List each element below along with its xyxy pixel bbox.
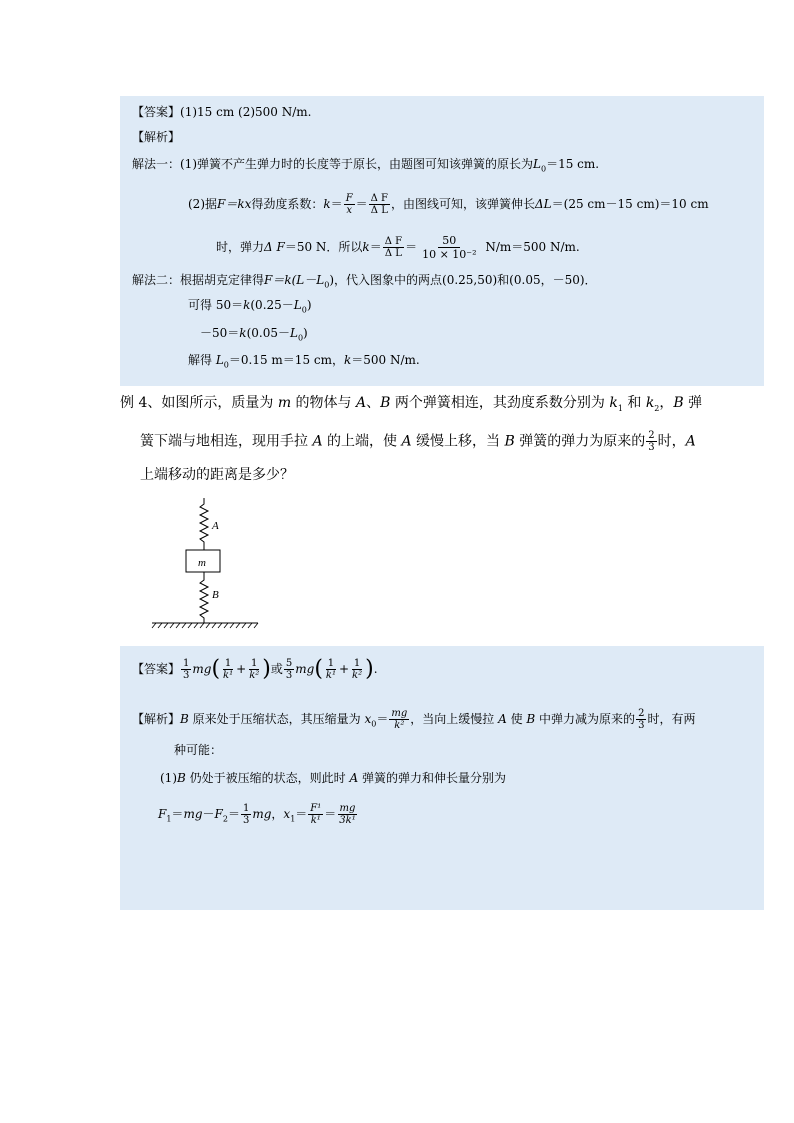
answer-box-1 [120, 96, 764, 386]
analysis-line-3: (1)B 仍处于被压缩的状态，则此时 A 弹簧的弹力和伸长量分别为 [160, 771, 506, 785]
analysis-line-2: 种可能： [174, 743, 223, 757]
fraction-50-over-10e-2: $\frac{50}{\text{10 × 10⁻²}}$ [422, 234, 477, 261]
method1-line1: 解法一：(1)弹簧不产生弹力时的长度等于原长，由题图可知该弹簧的原长为$L_0=15$ cm. [132, 157, 600, 174]
question-line1: 例 4、如图所示，质量为 m 的物体与 A、B 两个弹簧相连，其劲度系数分别为 $k_1$ 和 $k_2$，B 弹 [120, 395, 703, 413]
analysis-label-2: 【解析】 [132, 712, 181, 726]
spring-mass-figure [148, 492, 264, 638]
method2-line3: $-50=k(0.05-L_0)$ [200, 326, 308, 343]
method2-line4: 解得 $L_0=0.15$ m＝15 cm，k＝500 N/m. [188, 353, 420, 370]
answer-label-2: 【答案】 [132, 662, 181, 676]
analysis-label: 【解析】 [132, 130, 181, 144]
label-m: m [198, 557, 206, 569]
label-B: B [212, 589, 219, 601]
answer-label: 【答案】 [132, 105, 181, 119]
answer-line [132, 104, 311, 120]
question-line3: 上端移动的距离是多少？ [140, 467, 294, 483]
method1-line3: 时，弹力Δ F＝50 N．所以k＝ $\frac{\text{Δ F}}{\text{Δ L}}$ ＝ $\frac{50}{\text{10 × 10⁻²}}$ N/m＝500 N/m. [216, 234, 580, 261]
question-line2: 簧下端与地相连，现用手拉 A 的上端，使 A 缓慢上移，当 B 弹簧的弹力为原来的 $\frac{2}{3}$ 时，A [140, 430, 696, 453]
analysis-line-4: $F_1=mg-F_2=$ $\frac{1}{3}$ mg，$x_1=$ $\frac{\text{F¹}}{\text{k¹}}$ ＝ $\frac{mg}{\text{3k¹}}$ [158, 803, 356, 826]
method2-line2: 可得 $50=k(0.25-L_0)$ [188, 298, 312, 315]
fraction-dF-over-dL-2: $\frac{\text{Δ F}}{\text{Δ L}}$ [384, 236, 403, 259]
analysis-line-1: 【解析】B 原来处于压缩状态，其压缩量为 $x_0=$ $\frac{mg}{\text{k²}}$ ，当向上缓慢拉 A 使 B 中弹力减为原来的 $\frac{2}{3}$ 时，有两 [132, 708, 696, 731]
answer-box-2 [120, 646, 764, 910]
answer-line-2: 【答案】 $\frac{1}{3}$ mg( $\frac{1}{\text{k¹}}$ + $\frac{1}{\text{k²}}$ )或 $\frac{5}{3}$ mg( $\frac{1}{\text{k¹}}$ + $\frac{1}{\text{k²}}$ ). [132, 656, 378, 682]
method2-line1: 解法二：根据胡克定律得$F=k(L-L_0)$，代入图象中的两点(0.25,50)和(0.05，－50)． [132, 273, 597, 290]
answer-text: (1)15 cm (2)500 N/m. [180, 105, 312, 119]
fraction-dF-over-dL: $\frac{\text{Δ F}}{\text{Δ L}}$ [370, 193, 388, 216]
fraction-F-over-x: $\frac{F}{x}$ [345, 193, 353, 216]
label-A: A [212, 520, 219, 532]
fraction-2-3: $\frac{2}{3}$ [648, 430, 655, 453]
method1-line2: (2)据F＝kx得劲度系数：k＝ $\frac{F}{x}$ ＝ $\frac{\text{Δ F}}{\text{Δ L}}$ ，由图线可知，该弹簧伸长ΔL＝(25 cm－15 cm)＝10 cm [188, 193, 709, 216]
